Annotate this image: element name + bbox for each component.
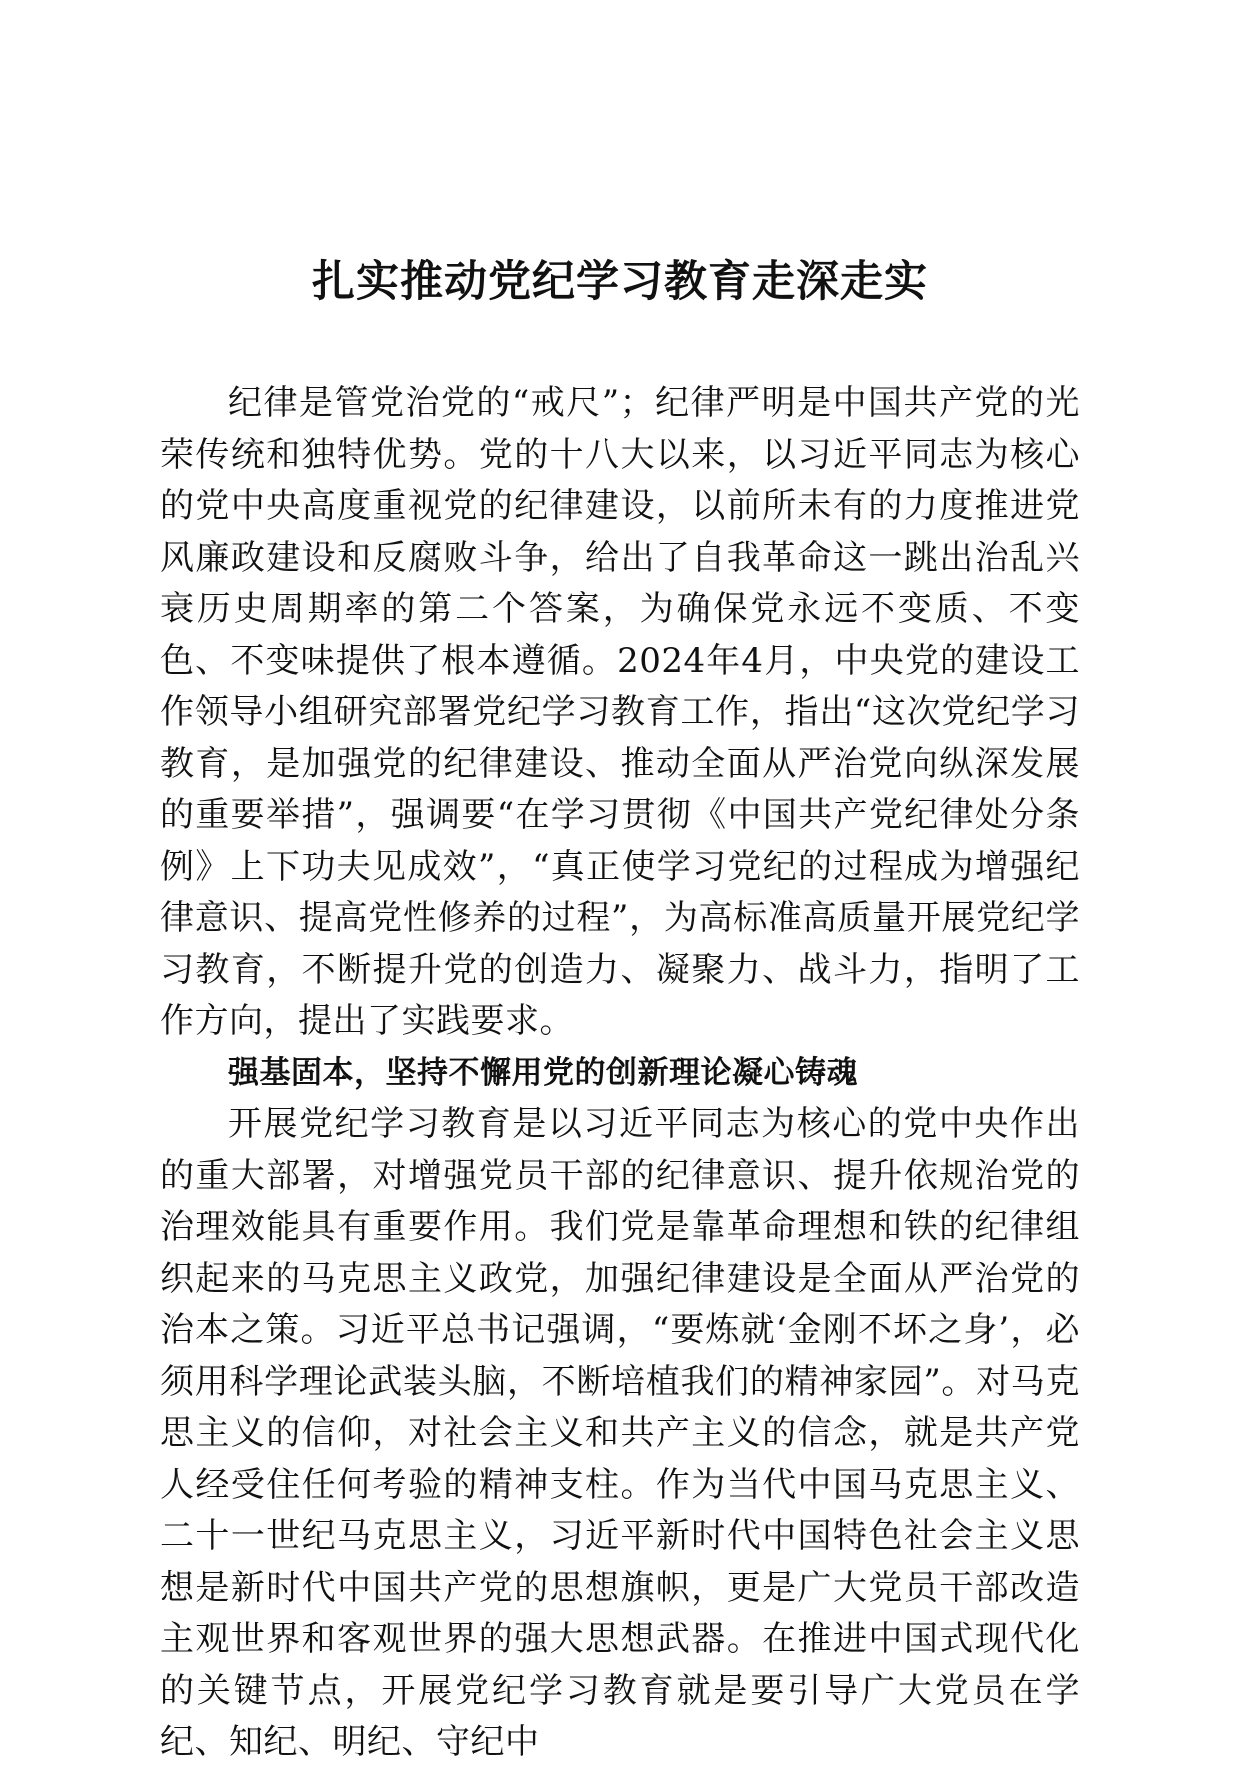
section-heading: 强基固本，坚持不懈用党的创新理论凝心铸魂 xyxy=(228,1054,858,1091)
intro-paragraph: 纪律是管党治党的“戒尺”；纪律严明是中国共产党的光荣传统和独特优势。党的十八大以来，以习近平同志为核心的党中央高度重视党的纪律建设，以前所未有的力度推进党风廉政建设和反腐败斗争，给出了自我革命这一跳出治乱兴衰历史周期率的第二个答案，为确保党永远不变质、不变色、不变味提供了根本遵循。2024年4月，中央党的建设工作领导小组研究部署党纪学习教育工作，指出“这次党纪学习教育，是加强党的纪律建设、推动全面从严治党向纵深发展的重要举措”，强调要“在学习贯彻《中国共产党纪律处分条例》上下功夫见成效”，“真正使学习党纪的过程成为增强纪律意识、提高党性修养的过程”，为高标准高质量开展党纪学习教育，不断提升党的创造力、凝聚力、战斗力，指明了工作方向，提出了实践要求。 xyxy=(160,383,1080,1041)
document-title: 扎实推动党纪学习教育走深走实 xyxy=(312,257,928,307)
document-body xyxy=(160,378,1080,1769)
section-paragraph: 开展党纪学习教育是以习近平同志为核心的党中央作出的重大部署，对增强党员干部的纪律意识、提升依规治党的治理效能具有重要作用。我们党是靠革命理想和铁的纪律组织起来的马克思主义政党，加强纪律建设是全面从严治党的治本之策。习近平总书记强调，“要炼就‘金刚不坏之身’，必须用科学理论武装头脑，不断培植我们的精神家园”。对马克思主义的信仰，对社会主义和共产主义的信念，就是共产党人经受住任何考验的精神支柱。作为当代中国马克思主义、二十一世纪马克思主义，习近平新时代中国特色社会主义思想是新时代中国共产党的思想旗帜，更是广大党员干部改造主观世界和客观世界的强大思想武器。在推进中国式现代化的关键节点，开展党纪学习教育就是要引导广大党员在学纪、知纪、明纪、守纪中 xyxy=(160,1104,1080,1762)
